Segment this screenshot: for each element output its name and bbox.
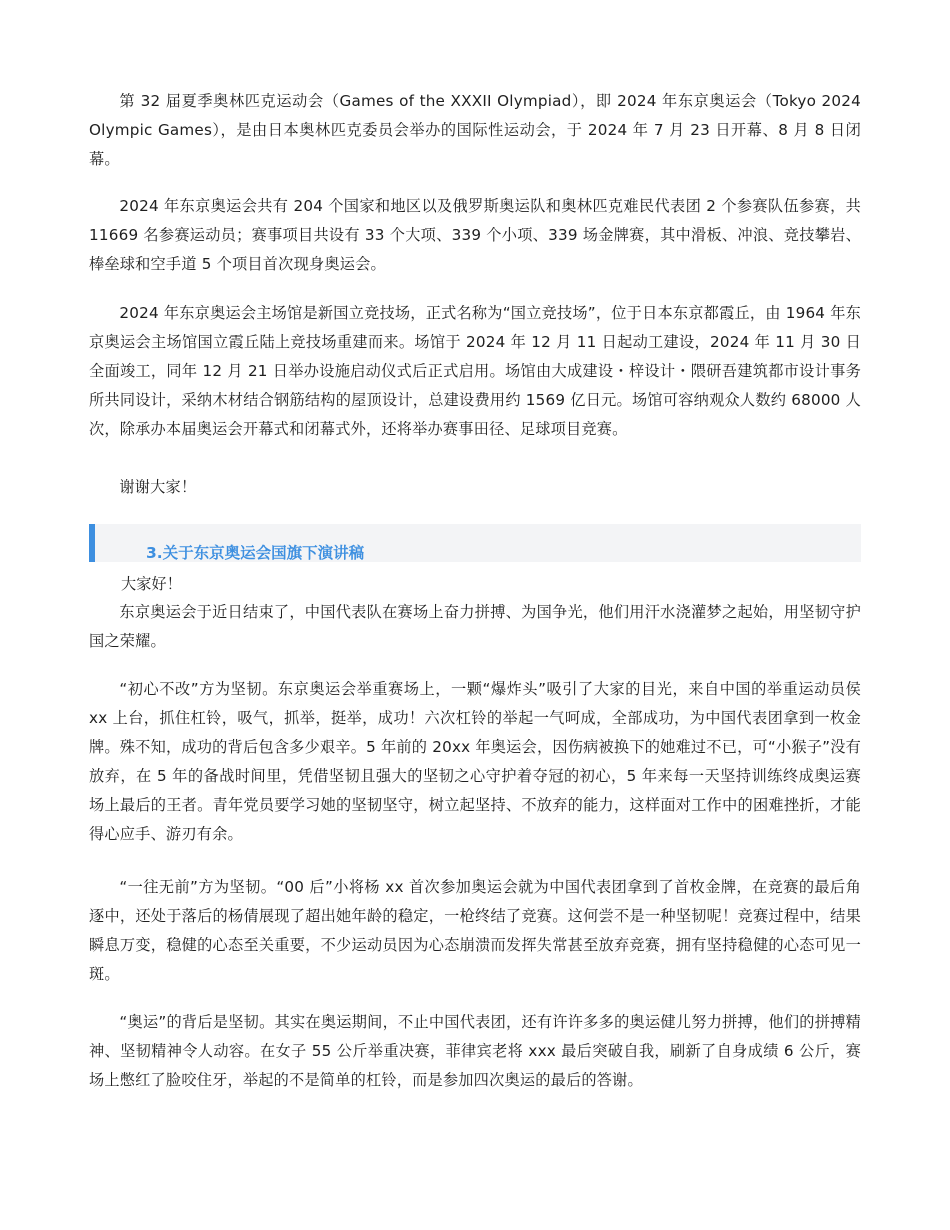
section-heading-accent-bar (89, 524, 95, 562)
speech-paragraph-olympic-spirit: “奥运”的背后是坚韧。其实在奥运期间，不止中国代表团，还有许许多多的奥运健儿努力拼搏，他们的拼搏精神、坚韧精神令人动容。在女子 55 公斤举重决赛，菲律宾老将 xxx 最后突破自我，刷新了自身成绩 6 公斤，赛场上憋红了脸咬住牙，举起的不是简单的杠铃，而是参加四次奥运的最后的答谢。 (89, 1013, 861, 1089)
paragraph-main-stadium: 2024 年东京奥运会主场馆是新国立竞技场，正式名称为“国立竞技场”，位于日本东京都霞丘，由 1964 年东京奥运会主场馆国立霞丘陆上竞技场重建而来。场馆于 2024 年 12 月 11 日起动工建设，2024 年 11 月 30 日全面竣工，同年 12 月 21 日举办设施启动仪式后正式启用。场馆由大成建设・梓设计・隈研吾建筑都市设计事务所共同设计，采纳木材结合钢筋结构的屋顶设计，总建设费用约 1569 亿日元。场馆可容纳观众人数约 68000 人次，除承办本届奥运会开幕式和闭幕式外，还将举办赛事田径、足球项目竞赛。 (89, 304, 861, 438)
section-heading-title: 3.关于东京奥运会国旗下演讲稿 (146, 544, 365, 562)
speech-paragraph-original-aspiration: “初心不改”方为坚韧。东京奥运会举重赛场上，一颗“爆炸头”吸引了大家的目光，来自中国的举重运动员侯 xx 上台，抓住杠铃，吸气，抓举，挺举，成功！六次杠铃的举起一气呵成，全部成功，为中国代表团拿到一枚金牌。殊不知，成功的背后包含多少艰辛。5 年前的 20xx 年奥运会，因伤病被换下的她难过不已，可“小猴子”没有放弃，在 5 年的备战时间里，凭借坚韧且强大的坚韧之心守护着夺冠的初心，5 年来每一天坚持训练终成奥运赛场上最后的王者。青年党员要学习她的坚韧坚守，树立起坚持、不放弃的能力，这样面对工作中的困难挫折，才能得心应手、游刃有余。 (89, 680, 861, 843)
speech-paragraph-forge-ahead: “一往无前”方为坚韧。“00 后”小将杨 xx 首次参加奥运会就为中国代表团拿到了首枚金牌，在竞赛的最后角逐中，还处于落后的杨倩展现了超出她年龄的稳定，一枪终结了竞赛。这何尝不是一种坚韧呢！竞赛过程中，结果瞬息万变，稳健的心态至关重要，不少运动员因为心态崩溃而发挥失常甚至放弃竞赛，拥有坚持稳健的心态可见一斑。 (89, 878, 861, 983)
speech-paragraph-opening: 东京奥运会于近日结束了，中国代表队在赛场上奋力拼搏、为国争光，他们用汗水浇灌梦之起始，用坚韧守护国之荣耀。 (89, 603, 861, 650)
paragraph-participants: 2024 年东京奥运会共有 204 个国家和地区以及俄罗斯奥运队和奥林匹克难民代表团 2 个参赛队伍参赛，共 11669 名参赛运动员；赛事项目共设有 33 个大项、339 个小项、339 场金牌赛，其中滑板、冲浪、竞技攀岩、棒垒球和空手道 5 个项目首次现身奥运会。 (89, 197, 861, 273)
paragraph-olympics-intro: 第 32 届夏季奥林匹克运动会（Games of the XXXII Olympiad），即 2024 年东京奥运会（Tokyo 2024 Olympic Games），是由日本奥林匹克委员会举办的国际性运动会，于 2024 年 7 月 23 日开幕、8 月 8 日闭幕。 (89, 92, 861, 168)
section-heading (89, 524, 861, 562)
speech-greeting: 大家好！ (121, 575, 182, 593)
paragraph-thanks: 谢谢大家！ (119, 478, 197, 496)
